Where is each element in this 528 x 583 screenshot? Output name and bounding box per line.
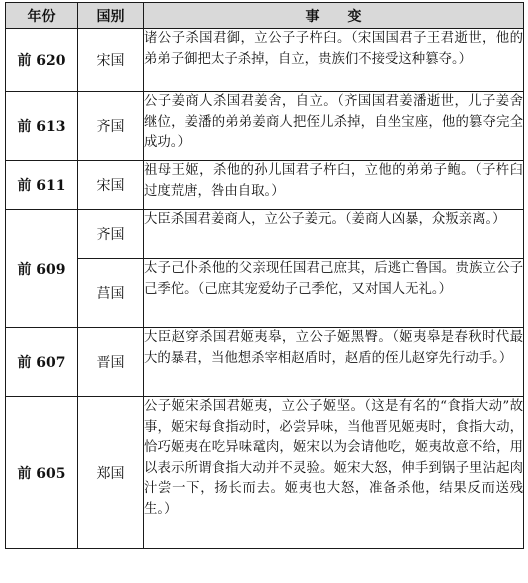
row-event: 大臣赵穿杀国君姬夷皋，立公子姬黑臀。（姬夷皋是春秋时代最大的暴君，当他想杀宰相赵盾时，赵盾的侄儿赵穿先行动手。） [144, 328, 524, 397]
history-table-page [5, 2, 523, 579]
row-state: 齐国 [78, 210, 144, 259]
table-row [6, 328, 524, 397]
table-row [6, 210, 524, 259]
row-year: 前 607 [6, 328, 78, 397]
row-year: 前 609 [6, 210, 78, 328]
table-row [6, 259, 524, 328]
row-state: 晋国 [78, 328, 144, 397]
row-year: 前 611 [6, 161, 78, 210]
table-row [6, 397, 524, 549]
table-row [6, 161, 524, 210]
row-state: 郑国 [78, 397, 144, 549]
table-row [6, 92, 524, 161]
row-state: 宋国 [78, 161, 144, 210]
row-event: 诸公子杀国君御，立公子子杵臼。（宋国国君子王君逝世，他的弟弟子御把太子杀掉，自立，贵族们不接受这种篡夺。） [144, 29, 524, 92]
row-state: 齐国 [78, 92, 144, 161]
header-state: 国别 [78, 3, 144, 29]
table-header-row [6, 3, 524, 29]
row-state: 宋国 [78, 29, 144, 92]
row-year: 前 613 [6, 92, 78, 161]
header-year: 年份 [6, 3, 78, 29]
regicide-events-table [5, 2, 524, 549]
row-event: 公子姬宋杀国君姬夷，立公子姬坚。（这是有名的“食指大动”故事，姬宋每食指动时，必尝异味，当他晋见姬夷时，食指大动，恰巧姬夷在吃异味鼋肉，姬宋以为会请他吃，姬夷故意不给，用以表示所谓食指大动并不灵验。姬宋大怒，伸手到锅子里沾起肉汁尝一下，扬长而去。姬夷也大怒，准备杀他，结果反而送残生。） [144, 397, 524, 549]
row-event: 公子姜商人杀国君姜舍，自立。（齐国国君姜潘逝世，儿子姜舍继位，姜潘的弟弟姜商人把侄儿杀掉，自坐宝座，他的篡夺完全成功。） [144, 92, 524, 161]
row-event: 祖母王姬，杀他的孙儿国君子杵臼，立他的弟弟子鲍。（子杵臼过度荒唐，咎由自取。） [144, 161, 524, 210]
table-row [6, 29, 524, 92]
row-year: 前 605 [6, 397, 78, 549]
row-state: 莒国 [78, 259, 144, 328]
row-year: 前 620 [6, 29, 78, 92]
header-event: 事变 [144, 3, 524, 29]
row-event: 太子己仆杀他的父亲现任国君己庶其，后逃亡鲁国。贵族立公子己季佗。（己庶其宠爱幼子己季佗，又对国人无礼。） [144, 259, 524, 328]
row-event: 大臣杀国君姜商人，立公子姜元。（姜商人凶暴，众叛亲离。） [144, 210, 524, 259]
